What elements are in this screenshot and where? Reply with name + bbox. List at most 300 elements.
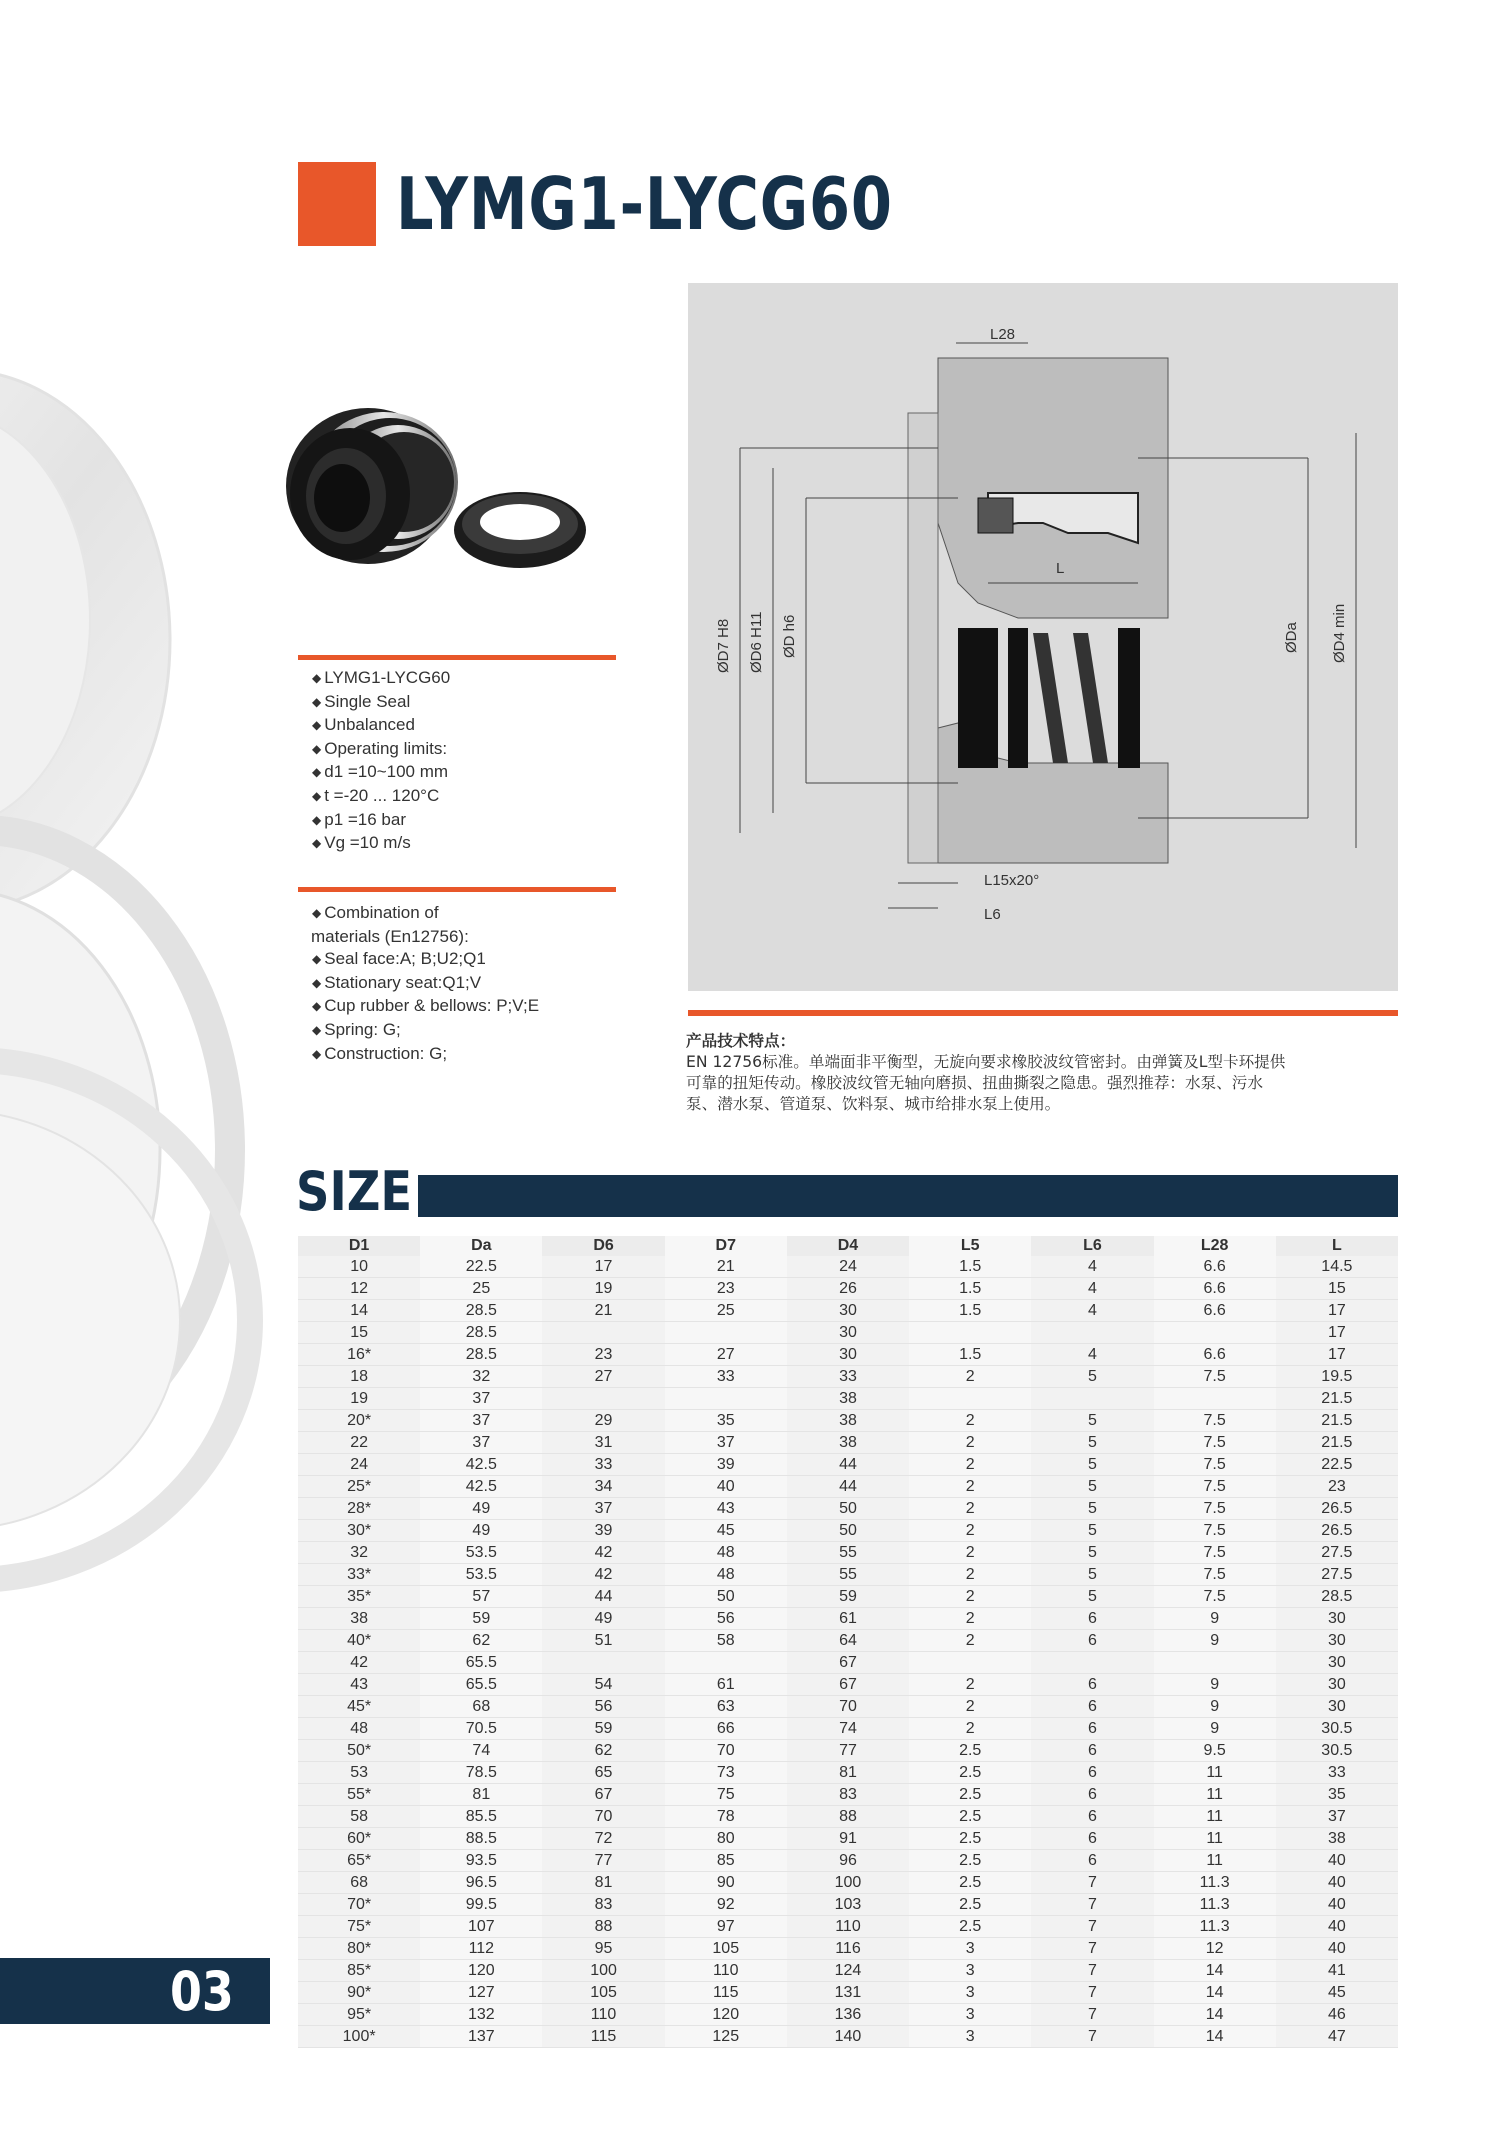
features-line: 可靠的扭矩传动。橡胶波纹管无轴向磨损、扭曲撕裂之隐患。强烈推荐：水泵、污水	[686, 1074, 1263, 1092]
table-cell: 29	[542, 1410, 664, 1432]
table-cell: 90*	[298, 1982, 420, 2004]
table-cell: 67	[787, 1674, 909, 1696]
size-section-bar	[418, 1175, 1398, 1217]
table-cell: 51	[542, 1630, 664, 1652]
table-cell: 14	[1154, 1960, 1276, 1982]
table-cell: 40	[1276, 1894, 1398, 1916]
table-cell: 24	[298, 1454, 420, 1476]
table-cell: 15	[1276, 1278, 1398, 1300]
features-title: 产品技术特点：	[686, 1032, 796, 1050]
table-cell: 77	[787, 1740, 909, 1762]
table-cell: 59	[420, 1608, 542, 1630]
table-cell: 10	[298, 1256, 420, 1278]
table-cell: 25	[665, 1300, 787, 1322]
table-cell: 2	[909, 1564, 1031, 1586]
table-cell: 37	[420, 1410, 542, 1432]
table-cell: 2	[909, 1432, 1031, 1454]
table-cell: 17	[1276, 1344, 1398, 1366]
table-row	[298, 1740, 1398, 1762]
table-cell: 67	[542, 1784, 664, 1806]
table-cell: 50	[787, 1498, 909, 1520]
table-cell: 6	[1031, 1630, 1153, 1652]
table-cell: 5	[1031, 1454, 1153, 1476]
table-cell: 45	[1276, 1982, 1398, 2004]
table-cell: 9	[1154, 1630, 1276, 1652]
table-cell: 6	[1031, 1784, 1153, 1806]
table-cell: 7.5	[1154, 1432, 1276, 1454]
table-cell: 30	[1276, 1674, 1398, 1696]
table-cell: 97	[665, 1916, 787, 1938]
table-cell: 74	[420, 1740, 542, 1762]
table-cell: 6	[1031, 1608, 1153, 1630]
table-cell: 37	[665, 1432, 787, 1454]
materials-divider	[298, 887, 616, 892]
table-cell: 2	[909, 1498, 1031, 1520]
table-cell: 115	[665, 1982, 787, 2004]
table-cell: 39	[542, 1520, 664, 1542]
table-cell: 7.5	[1154, 1410, 1276, 1432]
table-row	[298, 1322, 1398, 1344]
table-cell: 2	[909, 1674, 1031, 1696]
table-cell: 120	[420, 1960, 542, 1982]
table-cell: 3	[909, 1938, 1031, 1960]
table-cell: 7.5	[1154, 1586, 1276, 1608]
table-cell: 105	[542, 1982, 664, 2004]
table-row	[298, 1300, 1398, 1322]
table-cell: 33*	[298, 1564, 420, 1586]
table-cell: 30.5	[1276, 1718, 1398, 1740]
table-cell: 7	[1031, 1960, 1153, 1982]
table-cell: 34	[542, 1476, 664, 1498]
table-cell: 85*	[298, 1960, 420, 1982]
table-cell: 23	[542, 1344, 664, 1366]
spec-item: ◆ d1 =10~100 mm	[312, 762, 449, 782]
table-cell: 21	[665, 1256, 787, 1278]
table-cell: 19.5	[1276, 1366, 1398, 1388]
column-header: L	[1276, 1236, 1398, 1256]
table-cell: 30	[787, 1300, 909, 1322]
table-cell: 19	[298, 1388, 420, 1410]
table-cell: 18	[298, 1366, 420, 1388]
table-cell: 74	[787, 1718, 909, 1740]
technical-drawing	[688, 283, 1398, 991]
table-cell: 11	[1154, 1850, 1276, 1872]
table-cell: 64	[787, 1630, 909, 1652]
table-cell: 65.5	[420, 1652, 542, 1674]
table-cell	[909, 1652, 1031, 1674]
table-cell: 58	[298, 1806, 420, 1828]
table-cell	[542, 1652, 664, 1674]
table-row	[298, 1454, 1398, 1476]
table-cell: 26	[787, 1278, 909, 1300]
table-cell: 15	[298, 1322, 420, 1344]
spec-item: ◆ p1 =16 bar	[312, 809, 406, 829]
table-cell: 7	[1031, 1872, 1153, 1894]
table-cell: 28.5	[420, 1344, 542, 1366]
table-cell: 28.5	[420, 1322, 542, 1344]
table-cell: 24	[787, 1256, 909, 1278]
table-cell: 105	[665, 1938, 787, 1960]
table-cell: 5	[1031, 1366, 1153, 1388]
table-cell: 27	[665, 1344, 787, 1366]
table-cell: 2	[909, 1476, 1031, 1498]
table-cell: 80	[665, 1828, 787, 1850]
table-cell: 12	[298, 1278, 420, 1300]
size-table-header	[298, 1236, 1398, 1256]
table-cell: 38	[787, 1388, 909, 1410]
spec-item: ◆ Unbalanced	[312, 715, 415, 735]
table-cell: 83	[542, 1894, 664, 1916]
materials-list	[312, 902, 539, 1066]
table-cell: 2.5	[909, 1806, 1031, 1828]
product-photo	[258, 398, 598, 576]
table-cell: 1.5	[909, 1344, 1031, 1366]
table-cell	[542, 1322, 664, 1344]
table-row	[298, 1366, 1398, 1388]
table-cell: 7.5	[1154, 1564, 1276, 1586]
table-cell: 25*	[298, 1476, 420, 1498]
table-cell: 6	[1031, 1806, 1153, 1828]
table-row	[298, 1696, 1398, 1718]
table-cell: 40*	[298, 1630, 420, 1652]
materials-intro: ◆ Combination of	[312, 903, 439, 922]
table-cell: 4	[1031, 1300, 1153, 1322]
table-cell: 30	[787, 1322, 909, 1344]
table-cell: 56	[542, 1696, 664, 1718]
table-cell: 21.5	[1276, 1432, 1398, 1454]
table-row	[298, 1894, 1398, 1916]
table-cell: 55*	[298, 1784, 420, 1806]
table-cell: 7.5	[1154, 1454, 1276, 1476]
table-cell: 96.5	[420, 1872, 542, 1894]
table-cell: 140	[787, 2026, 909, 2048]
table-cell: 27	[542, 1366, 664, 1388]
table-cell	[542, 1388, 664, 1410]
table-cell: 47	[1276, 2026, 1398, 2048]
table-cell: 70	[542, 1806, 664, 1828]
column-header: D4	[787, 1236, 909, 1256]
table-cell: 2.5	[909, 1894, 1031, 1916]
table-cell: 44	[787, 1476, 909, 1498]
table-row	[298, 1586, 1398, 1608]
table-cell: 7.5	[1154, 1542, 1276, 1564]
column-header: D7	[665, 1236, 787, 1256]
table-cell: 78.5	[420, 1762, 542, 1784]
table-cell: 40	[665, 1476, 787, 1498]
table-cell: 91	[787, 1828, 909, 1850]
table-cell: 53.5	[420, 1564, 542, 1586]
table-cell: 5	[1031, 1476, 1153, 1498]
table-cell: 127	[420, 1982, 542, 2004]
table-cell: 61	[787, 1608, 909, 1630]
dim-label-d7: ØD7 H8	[715, 618, 732, 673]
table-cell: 5	[1031, 1542, 1153, 1564]
table-cell: 14.5	[1276, 1256, 1398, 1278]
product-features	[686, 1031, 1398, 1115]
table-cell: 14	[1154, 1982, 1276, 2004]
table-cell: 3	[909, 1960, 1031, 1982]
table-cell: 70*	[298, 1894, 420, 1916]
table-cell: 21.5	[1276, 1388, 1398, 1410]
table-cell: 48	[298, 1718, 420, 1740]
table-cell: 6.6	[1154, 1278, 1276, 1300]
table-cell: 38	[787, 1432, 909, 1454]
table-cell: 2	[909, 1630, 1031, 1652]
table-cell: 28.5	[1276, 1586, 1398, 1608]
table-cell: 33	[787, 1366, 909, 1388]
table-row	[298, 1542, 1398, 1564]
dim-label-l15: L15x20°	[984, 872, 1040, 889]
table-cell: 21	[542, 1300, 664, 1322]
table-cell: 14	[1154, 2004, 1276, 2026]
table-cell: 70	[665, 1740, 787, 1762]
table-cell: 125	[665, 2026, 787, 2048]
table-cell: 11.3	[1154, 1916, 1276, 1938]
table-cell: 30*	[298, 1520, 420, 1542]
size-section-title: SIZE	[296, 1160, 413, 1223]
table-cell: 4	[1031, 1278, 1153, 1300]
table-cell: 5	[1031, 1520, 1153, 1542]
table-cell: 38	[787, 1410, 909, 1432]
spec-item: ◆ Vg =10 m/s	[312, 833, 411, 853]
table-cell: 5	[1031, 1586, 1153, 1608]
table-cell: 75	[665, 1784, 787, 1806]
table-row	[298, 1652, 1398, 1674]
table-cell: 35	[1276, 1784, 1398, 1806]
table-cell: 85	[665, 1850, 787, 1872]
material-item: ◆ Construction: G;	[312, 1043, 448, 1063]
table-cell: 9	[1154, 1608, 1276, 1630]
table-cell: 22.5	[1276, 1454, 1398, 1476]
title-block	[298, 162, 1002, 246]
table-cell: 22	[298, 1432, 420, 1454]
table-cell: 110	[787, 1916, 909, 1938]
table-cell: 1.5	[909, 1278, 1031, 1300]
table-cell: 7	[1031, 1894, 1153, 1916]
table-cell: 65*	[298, 1850, 420, 1872]
table-row	[298, 1960, 1398, 1982]
table-cell: 2.5	[909, 1740, 1031, 1762]
column-header: Da	[420, 1236, 542, 1256]
table-cell: 2.5	[909, 1850, 1031, 1872]
table-cell: 2.5	[909, 1762, 1031, 1784]
table-cell: 61	[665, 1674, 787, 1696]
table-row	[298, 1850, 1398, 1872]
spec-item: ◆ Operating limits:	[312, 738, 448, 758]
table-cell: 40	[1276, 1872, 1398, 1894]
table-cell: 65	[542, 1762, 664, 1784]
dim-label-l: L	[1056, 560, 1065, 577]
table-cell: 73	[665, 1762, 787, 1784]
table-cell: 112	[420, 1938, 542, 1960]
table-row	[298, 1630, 1398, 1652]
table-cell: 44	[787, 1454, 909, 1476]
table-cell: 26.5	[1276, 1498, 1398, 1520]
table-cell: 2	[909, 1520, 1031, 1542]
table-cell: 83	[787, 1784, 909, 1806]
table-cell: 43	[298, 1674, 420, 1696]
table-cell: 67	[787, 1652, 909, 1674]
table-cell: 2	[909, 1586, 1031, 1608]
table-cell: 33	[542, 1454, 664, 1476]
table-cell: 62	[420, 1630, 542, 1652]
table-cell: 30	[1276, 1696, 1398, 1718]
table-cell: 110	[542, 2004, 664, 2026]
page-title: LYMG1-LYCG60	[396, 162, 893, 246]
table-cell	[665, 1652, 787, 1674]
table-cell: 26.5	[1276, 1520, 1398, 1542]
table-cell	[1031, 1388, 1153, 1410]
table-cell: 81	[542, 1872, 664, 1894]
table-cell	[1154, 1388, 1276, 1410]
table-cell	[1154, 1652, 1276, 1674]
table-cell: 27.5	[1276, 1564, 1398, 1586]
table-cell: 107	[420, 1916, 542, 1938]
table-cell: 81	[420, 1784, 542, 1806]
table-cell: 7.5	[1154, 1520, 1276, 1542]
table-cell: 4	[1031, 1256, 1153, 1278]
table-cell: 131	[787, 1982, 909, 2004]
table-cell: 93.5	[420, 1850, 542, 1872]
table-cell: 70	[787, 1696, 909, 1718]
table-cell: 6.6	[1154, 1256, 1276, 1278]
table-cell: 88	[787, 1806, 909, 1828]
table-cell: 75*	[298, 1916, 420, 1938]
table-cell: 115	[542, 2026, 664, 2048]
table-cell: 62	[542, 1740, 664, 1762]
table-cell: 7.5	[1154, 1366, 1276, 1388]
table-cell: 5	[1031, 1432, 1153, 1454]
table-cell: 11.3	[1154, 1894, 1276, 1916]
table-row	[298, 1828, 1398, 1850]
table-cell: 32	[298, 1542, 420, 1564]
table-cell: 59	[787, 1586, 909, 1608]
table-cell: 30.5	[1276, 1740, 1398, 1762]
table-cell: 35	[665, 1410, 787, 1432]
table-cell: 2	[909, 1608, 1031, 1630]
table-cell: 23	[665, 1278, 787, 1300]
table-cell: 3	[909, 2026, 1031, 2048]
table-row	[298, 1410, 1398, 1432]
table-cell: 58	[665, 1630, 787, 1652]
table-cell: 41	[1276, 1960, 1398, 1982]
table-cell: 1.5	[909, 1256, 1031, 1278]
table-cell: 27.5	[1276, 1542, 1398, 1564]
table-cell: 30	[1276, 1630, 1398, 1652]
table-cell: 2	[909, 1542, 1031, 1564]
table-cell: 6	[1031, 1718, 1153, 1740]
table-cell: 28*	[298, 1498, 420, 1520]
table-cell: 42	[542, 1564, 664, 1586]
features-line: 泵、潜水泵、管道泵、饮料泵、城市给排水泵上使用。	[686, 1095, 1061, 1113]
table-cell: 42	[542, 1542, 664, 1564]
table-cell: 6	[1031, 1828, 1153, 1850]
table-cell: 2	[909, 1454, 1031, 1476]
table-row	[298, 1432, 1398, 1454]
table-row	[298, 1344, 1398, 1366]
table-cell: 14	[1154, 2026, 1276, 2048]
table-cell: 80*	[298, 1938, 420, 1960]
table-cell: 37	[542, 1498, 664, 1520]
table-cell: 11	[1154, 1762, 1276, 1784]
table-cell: 88.5	[420, 1828, 542, 1850]
spec-item: ◆ t =-20 ... 120°C	[312, 785, 440, 805]
table-cell: 16*	[298, 1344, 420, 1366]
table-row	[298, 1718, 1398, 1740]
dim-label-da: ØDa	[1283, 622, 1300, 653]
table-cell: 21.5	[1276, 1410, 1398, 1432]
table-row	[298, 1256, 1398, 1278]
table-cell: 49	[420, 1498, 542, 1520]
table-row	[298, 1762, 1398, 1784]
table-cell: 65.5	[420, 1674, 542, 1696]
table-cell: 11	[1154, 1806, 1276, 1828]
table-cell: 7	[1031, 1916, 1153, 1938]
table-cell: 23	[1276, 1476, 1398, 1498]
table-cell: 96	[787, 1850, 909, 1872]
table-cell: 50*	[298, 1740, 420, 1762]
table-cell	[665, 1322, 787, 1344]
table-cell	[665, 1388, 787, 1410]
title-accent-square	[298, 162, 376, 246]
table-row	[298, 2004, 1398, 2026]
table-cell: 88	[542, 1916, 664, 1938]
table-row	[298, 2026, 1398, 2048]
table-cell: 38	[1276, 1828, 1398, 1850]
table-cell: 30	[1276, 1608, 1398, 1630]
table-cell: 72	[542, 1828, 664, 1850]
table-cell: 17	[1276, 1322, 1398, 1344]
table-row	[298, 1476, 1398, 1498]
table-cell: 53.5	[420, 1542, 542, 1564]
table-cell: 50	[665, 1586, 787, 1608]
table-cell	[1154, 1322, 1276, 1344]
table-cell	[909, 1322, 1031, 1344]
table-cell: 7	[1031, 2026, 1153, 2048]
table-cell: 33	[1276, 1762, 1398, 1784]
drawing-divider	[688, 1010, 1398, 1016]
table-cell	[909, 1388, 1031, 1410]
table-cell: 54	[542, 1674, 664, 1696]
table-cell: 30	[1276, 1652, 1398, 1674]
table-cell: 103	[787, 1894, 909, 1916]
table-cell: 99.5	[420, 1894, 542, 1916]
table-cell: 78	[665, 1806, 787, 1828]
table-cell: 9	[1154, 1696, 1276, 1718]
spec-item: ◆ Single Seal	[312, 691, 411, 711]
dim-label-d: ØD h6	[781, 614, 798, 658]
table-cell: 56	[665, 1608, 787, 1630]
table-cell: 6.6	[1154, 1300, 1276, 1322]
table-cell: 81	[787, 1762, 909, 1784]
table-cell: 2.5	[909, 1916, 1031, 1938]
table-cell: 5	[1031, 1410, 1153, 1432]
table-cell: 32	[420, 1366, 542, 1388]
table-cell: 124	[787, 1960, 909, 1982]
table-cell: 7.5	[1154, 1498, 1276, 1520]
table-cell: 85.5	[420, 1806, 542, 1828]
table-cell: 33	[665, 1366, 787, 1388]
table-cell: 43	[665, 1498, 787, 1520]
table-cell: 31	[542, 1432, 664, 1454]
table-row	[298, 1564, 1398, 1586]
column-header: D1	[298, 1236, 420, 1256]
table-cell: 30	[787, 1344, 909, 1366]
table-row	[298, 1938, 1398, 1960]
table-cell: 120	[665, 2004, 787, 2026]
table-cell: 3	[909, 2004, 1031, 2026]
table-cell: 2	[909, 1366, 1031, 1388]
